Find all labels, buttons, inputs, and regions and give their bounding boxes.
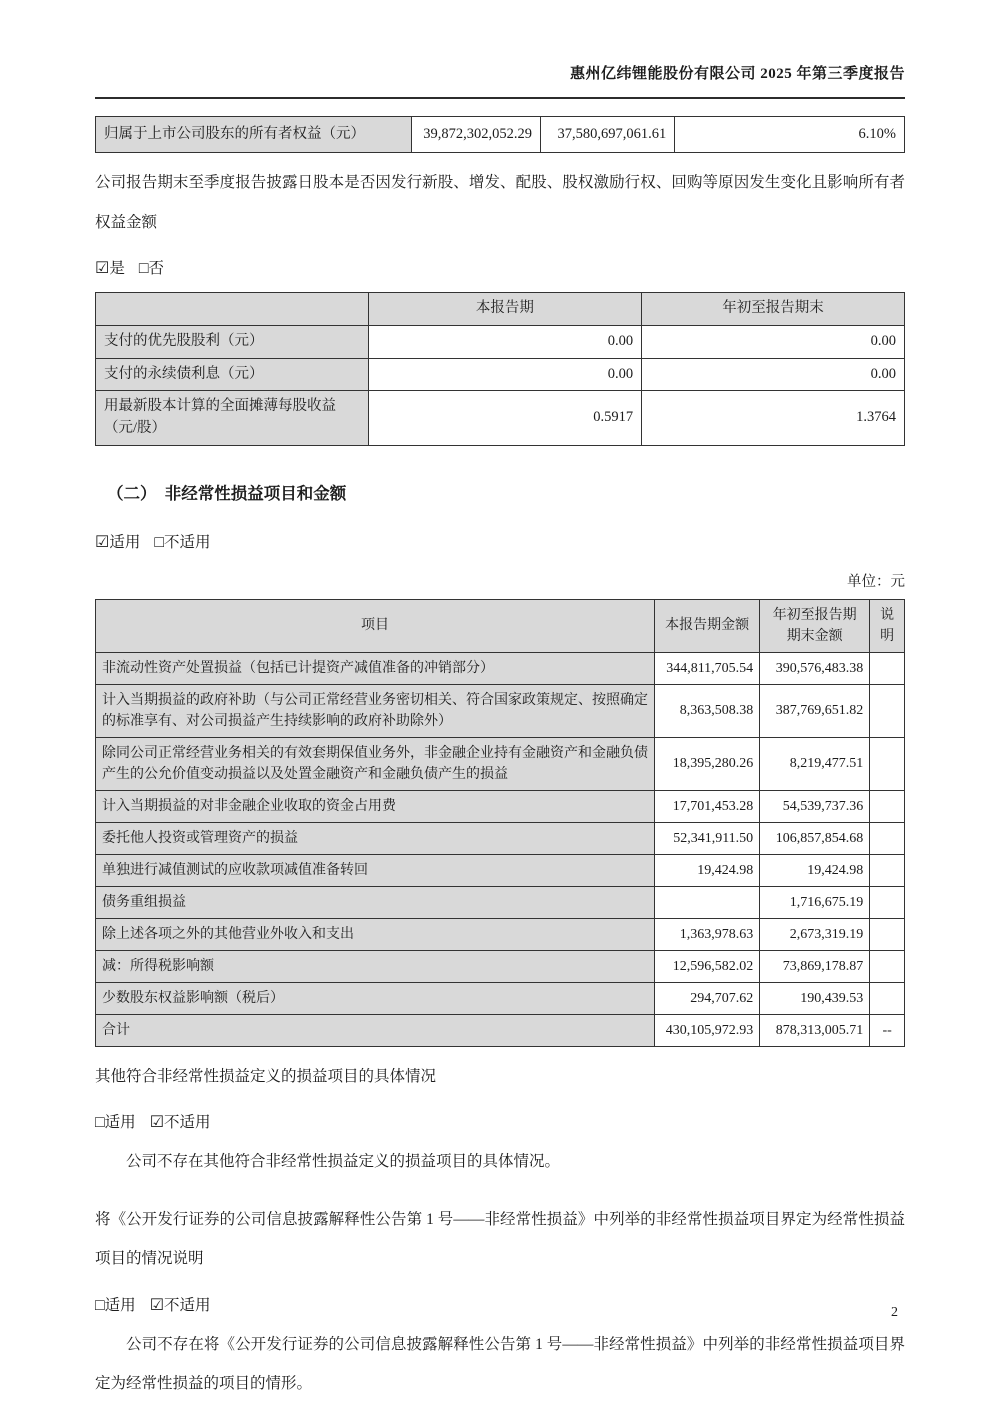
other-items-choice (95, 1110, 905, 1132)
row-label: 单独进行减值测试的应收款项减值准备转回 (96, 854, 655, 886)
nonrecurring-items-table (95, 599, 905, 1047)
row-note (870, 854, 905, 886)
row-current-value: 12,596,582.02 (655, 950, 760, 982)
row-ytd-value: 387,769,651.82 (760, 684, 870, 737)
row-label: 少数股东权益影响额（税后） (96, 982, 655, 1014)
row-current-value: 0.00 (368, 325, 641, 358)
checkbox-unchecked-icon: □ (95, 1114, 105, 1132)
equity-prior-value: 37,580,697,061.61 (540, 117, 674, 153)
row-ytd-value: 1,716,675.19 (760, 886, 870, 918)
choice-no (139, 260, 164, 277)
checkbox-checked-icon: ☑ (95, 533, 110, 551)
table-row (96, 918, 905, 950)
table-row (96, 325, 905, 358)
share-change-paragraph: 公司报告期末至季度报告披露日股本是否因发行新股、增发、配股、股权激励行权、回购等原因发生变化且影响所有者权益金额 (95, 174, 905, 231)
choice-not-applicable-label: 不适用 (164, 533, 211, 551)
choice-no-label: 否 (148, 260, 165, 278)
row-label: 除上述各项之外的其他营业外收入和支出 (96, 918, 655, 950)
row-ytd-value: 190,439.53 (760, 982, 870, 1014)
choice-not-applicable (150, 1297, 211, 1314)
table-header-row (96, 293, 905, 326)
header-item: 项目 (96, 599, 655, 652)
header-note: 说明 (870, 599, 905, 652)
row-current-value: 0.00 (368, 358, 641, 391)
table-row (96, 950, 905, 982)
row-current-value: 17,701,453.28 (655, 790, 760, 822)
header-ytd: 年初至报告期末 (642, 293, 905, 326)
choice-yes-label: 是 (109, 260, 125, 278)
unit-label: 单位：元 (847, 573, 905, 590)
choice-applicable-label: 适用 (104, 1296, 136, 1314)
checkbox-unchecked-icon: □ (154, 533, 165, 551)
total-row-label: 合计 (96, 1014, 655, 1046)
total-ytd-value: 878,313,005.71 (760, 1014, 870, 1046)
choice-applicable (95, 534, 140, 551)
row-current-value: 0.5917 (368, 391, 641, 446)
equity-summary-table (95, 116, 905, 153)
header-current-amount: 本报告期金额 (655, 599, 760, 652)
table-row (96, 684, 905, 737)
row-current-value: 344,811,705.54 (655, 652, 760, 684)
choice-applicable-label: 适用 (109, 533, 141, 551)
choice-applicable-label: 适用 (104, 1114, 136, 1132)
table-row (96, 391, 905, 446)
total-note: -- (870, 1014, 905, 1046)
row-label: 支付的永续债利息（元） (96, 358, 369, 391)
row-note (870, 950, 905, 982)
equity-change-value: 6.10% (675, 117, 905, 153)
table-row (96, 652, 905, 684)
row-note (870, 982, 905, 1014)
section-heading-nonrecurring: （二） 非经常性损益项目和金额 (107, 483, 347, 503)
checkbox-checked-icon: ☑ (149, 1114, 165, 1132)
checkbox-checked-icon: ☑ (95, 260, 110, 278)
share-change-choice (95, 256, 905, 278)
checkbox-checked-icon: ☑ (149, 1296, 165, 1314)
row-ytd-value: 54,539,737.36 (760, 790, 870, 822)
checkbox-unchecked-icon: □ (95, 1296, 105, 1314)
row-current-value (655, 886, 760, 918)
row-label: 支付的优先股股利（元） (96, 325, 369, 358)
table-header-row (96, 599, 905, 652)
table-row (96, 790, 905, 822)
choice-not-applicable (150, 1114, 211, 1131)
table-row (96, 886, 905, 918)
table-row (96, 737, 905, 790)
choice-applicable (95, 1297, 136, 1314)
other-items-title: 其他符合非经常性损益定义的损益项目的具体情况 (95, 1067, 437, 1085)
row-label: 计入当期损益的对非金融企业收取的资金占用费 (96, 790, 655, 822)
header-blank (96, 293, 369, 326)
row-current-value: 19,424.98 (655, 854, 760, 886)
row-current-value: 294,707.62 (655, 982, 760, 1014)
document-header-title: 惠州亿纬锂能股份有限公司 2025 年第三季度报告 (95, 62, 905, 99)
nonrecurring-applicable-choice (95, 530, 905, 552)
row-ytd-value: 390,576,483.38 (760, 652, 870, 684)
table-row (96, 117, 905, 153)
header-current-period: 本报告期 (368, 293, 641, 326)
row-note (870, 684, 905, 737)
row-label: 委托他人投资或管理资产的损益 (96, 822, 655, 854)
row-note (870, 737, 905, 790)
choice-not-applicable-label: 不适用 (164, 1114, 211, 1132)
row-current-value: 1,363,978.63 (655, 918, 760, 950)
row-label: 除同公司正常经营业务相关的有效套期保值业务外，非金融企业持有金融资产和金融负债产生的公允价值变动损益以及处置金融资产和金融负债产生的损益 (96, 737, 655, 790)
table-row (96, 982, 905, 1014)
row-ytd-value: 8,219,477.51 (760, 737, 870, 790)
choice-yes (95, 260, 125, 277)
equity-row-label: 归属于上市公司股东的所有者权益（元） (96, 117, 412, 153)
row-ytd-value: 0.00 (642, 358, 905, 391)
row-label: 计入当期损益的政府补助（与公司正常经营业务密切相关、符合国家政策规定、按照确定的标准享有、对公司损益产生持续影响的政府补助除外） (96, 684, 655, 737)
choice-applicable (95, 1114, 136, 1131)
header-ytd-amount: 年初至报告期期末金额 (760, 599, 870, 652)
row-ytd-value: 73,869,178.87 (760, 950, 870, 982)
table-row (96, 822, 905, 854)
table-row-total (96, 1014, 905, 1046)
row-note (870, 652, 905, 684)
row-ytd-value: 19,424.98 (760, 854, 870, 886)
table-row (96, 854, 905, 886)
reclass-title: 将《公开发行证券的公司信息披露解释性公告第 1 号——非经常性损益》中列举的非经常性损益项目界定为经常性损益项目的情况说明 (95, 1210, 905, 1268)
reclass-note: 公司不存在将《公开发行证券的公司信息披露解释性公告第 1 号——非经常性损益》中列举的非经常性损益项目界定为经常性损益的项目的情形。 (95, 1335, 905, 1393)
row-current-value: 18,395,280.26 (655, 737, 760, 790)
equity-current-value: 39,872,302,052.29 (411, 117, 540, 153)
row-note (870, 822, 905, 854)
reclass-choice (95, 1293, 905, 1315)
table-row (96, 358, 905, 391)
checkbox-unchecked-icon: □ (138, 260, 149, 278)
other-items-note: 公司不存在其他符合非经常性损益定义的损益项目的具体情况。 (126, 1153, 561, 1171)
row-ytd-value: 1.3764 (642, 391, 905, 446)
row-note (870, 790, 905, 822)
page-number: 2 (891, 1305, 898, 1320)
row-ytd-value: 106,857,854.68 (760, 822, 870, 854)
row-label: 非流动性资产处置损益（包括已计提资产减值准备的冲销部分） (96, 652, 655, 684)
choice-not-applicable (154, 534, 210, 551)
row-current-value: 8,363,508.38 (655, 684, 760, 737)
row-note (870, 886, 905, 918)
choice-not-applicable-label: 不适用 (164, 1296, 211, 1314)
row-label: 减：所得税影响额 (96, 950, 655, 982)
row-label: 用最新股本计算的全面摊薄每股收益（元/股） (96, 391, 369, 446)
row-label: 债务重组损益 (96, 886, 655, 918)
row-note (870, 918, 905, 950)
row-current-value: 52,341,911.50 (655, 822, 760, 854)
total-current-value: 430,105,972.93 (655, 1014, 760, 1046)
dividend-eps-table (95, 292, 905, 446)
row-ytd-value: 2,673,319.19 (760, 918, 870, 950)
row-ytd-value: 0.00 (642, 325, 905, 358)
